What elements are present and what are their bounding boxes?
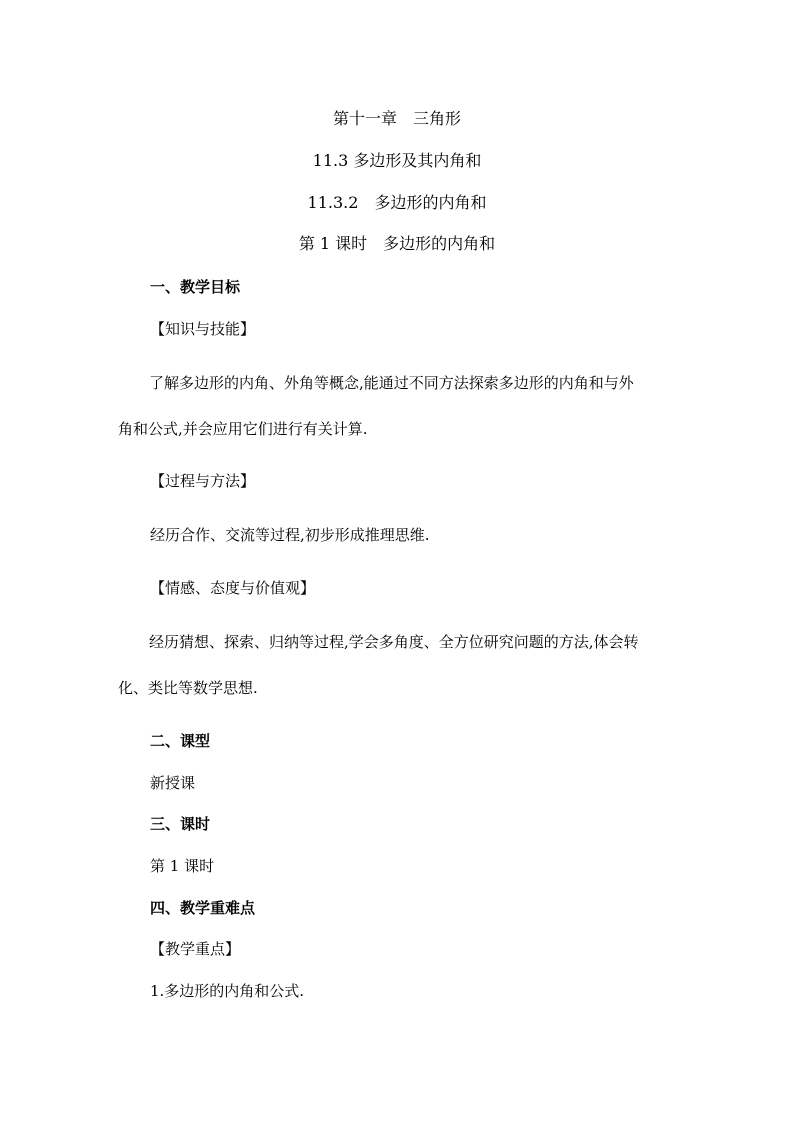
process-heading: 【过程与方法】 xyxy=(150,472,256,490)
emotion-heading: 【情感、态度与价值观】 xyxy=(150,579,316,597)
emotion-line-1: 经历猜想、探索、归纳等过程,学会多角度、全方位研究问题的方法,体会转 xyxy=(149,633,639,651)
key-item-1: 1.多边形的内角和公式. xyxy=(150,982,305,1000)
key-sub-heading: 【教学重点】 xyxy=(150,940,241,958)
type-heading: 二、课型 xyxy=(150,732,211,750)
knowledge-paragraph xyxy=(118,373,678,439)
emotion-line-2: 化、类比等数学思想. xyxy=(118,679,258,697)
emotion-paragraph xyxy=(118,632,678,698)
type-text: 新授课 xyxy=(150,774,196,792)
period-text: 第 1 课时 xyxy=(150,857,215,875)
subsection-title: 11.3.2 多边形的内角和 xyxy=(307,193,487,212)
knowledge-heading: 【知识与技能】 xyxy=(150,320,256,338)
goals-heading: 一、教学目标 xyxy=(150,278,241,296)
process-text: 经历合作、交流等过程,初步形成推理思维. xyxy=(150,526,430,544)
period-heading: 三、课时 xyxy=(150,815,211,833)
lesson-title: 第 1 课时 多边形的内角和 xyxy=(298,234,496,253)
key-heading: 四、教学重难点 xyxy=(150,899,256,917)
chapter-title: 第十一章 三角形 xyxy=(332,109,461,128)
knowledge-line-2: 角和公式,并会应用它们进行有关计算. xyxy=(118,420,368,438)
section-title: 11.3 多边形及其内角和 xyxy=(312,151,482,170)
knowledge-line-1: 了解多边形的内角、外角等概念,能通过不同方法探索多边形的内角和与外 xyxy=(149,374,634,392)
